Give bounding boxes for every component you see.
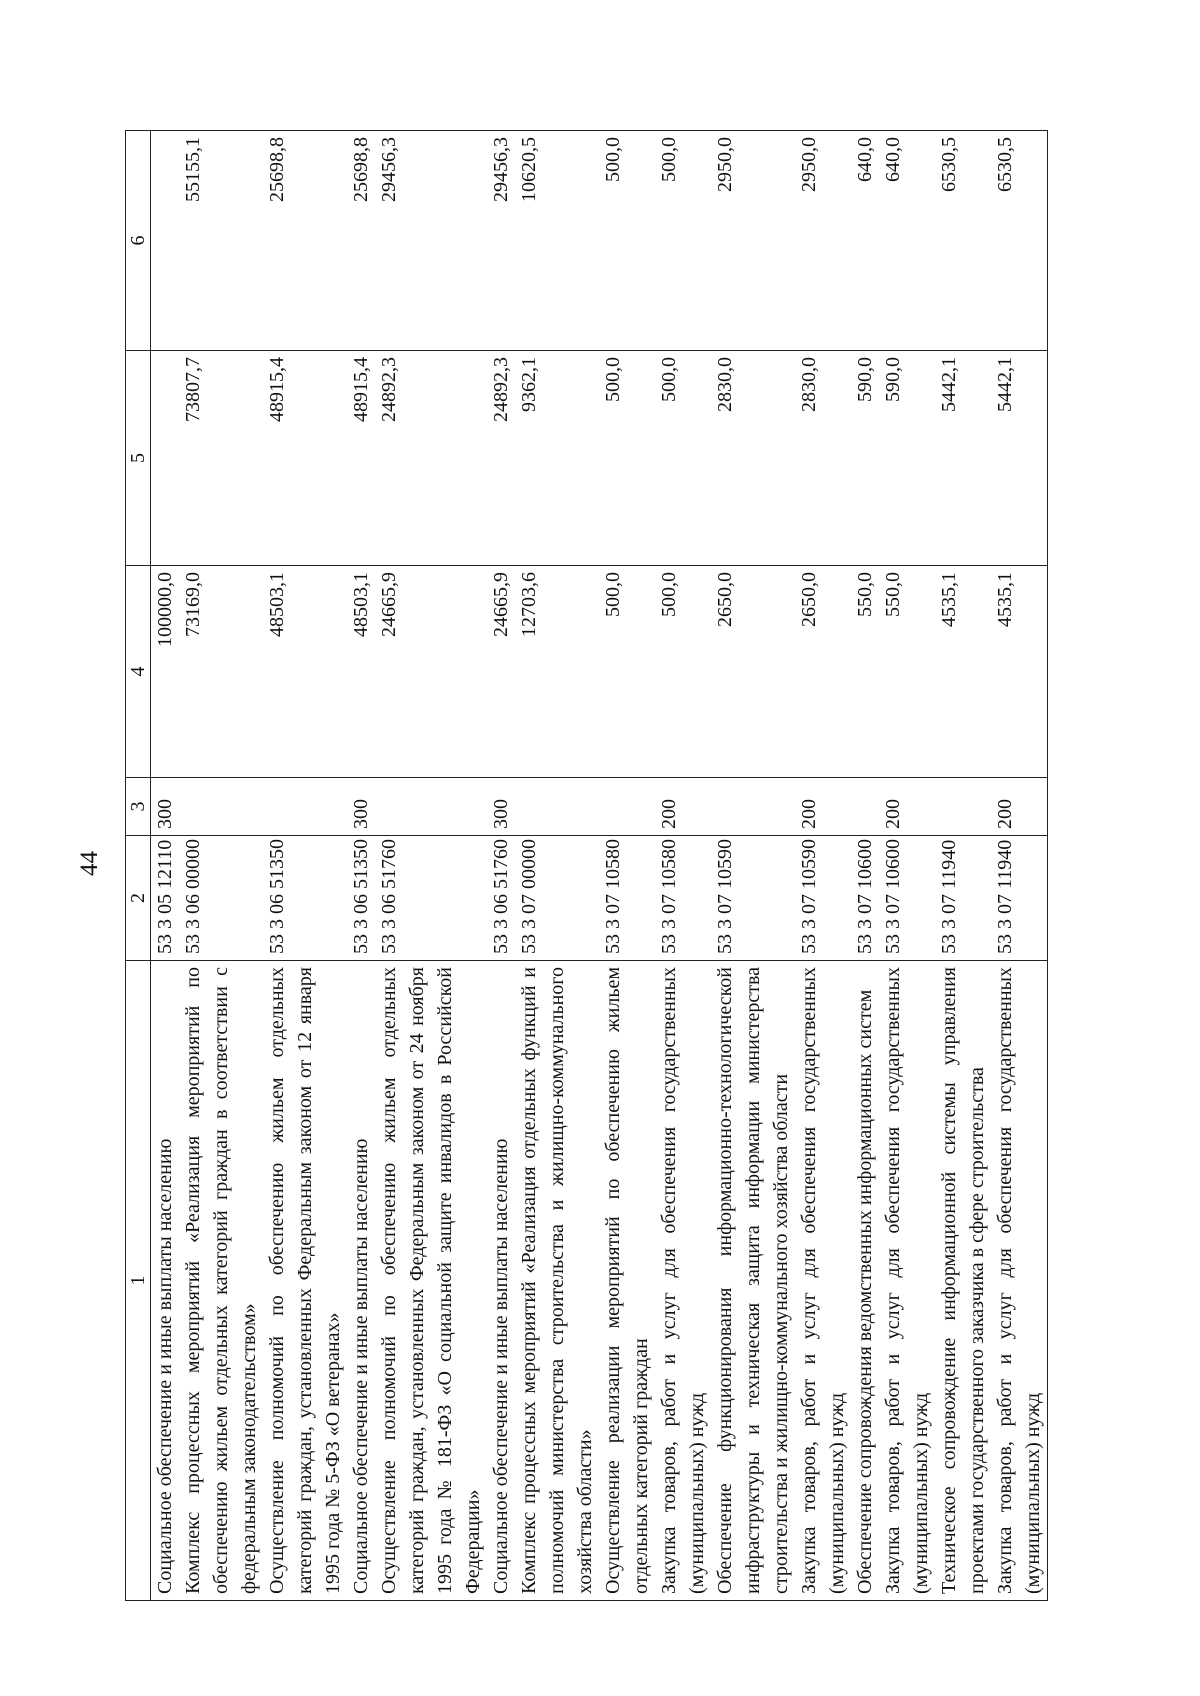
row-value-col6: 6530,5 (935, 131, 991, 351)
row-code-cell: 53 3 07 10600 (879, 836, 935, 961)
row-code-cell: 53 3 07 10580 (599, 836, 655, 961)
row-value-col5: 24892,3 (375, 351, 487, 566)
row-value-col6: 25698,8 (347, 131, 375, 351)
row-value-col4: 500,0 (599, 566, 655, 778)
table-row (263, 131, 347, 1601)
row-value-col4: 550,0 (879, 566, 935, 778)
row-type-cell: 200 (879, 778, 935, 836)
row-value-col5: 500,0 (655, 351, 711, 566)
row-value-col6: 640,0 (879, 131, 935, 351)
row-value-col4: 2650,0 (795, 566, 851, 778)
column-header: 3 (126, 778, 151, 836)
table-row (879, 131, 935, 1601)
table-row (515, 131, 599, 1601)
row-name-cell: Социальное обеспечение и иные выплаты населению (347, 961, 375, 1601)
row-type-cell (711, 778, 795, 836)
column-header: 2 (126, 836, 151, 961)
table-row (179, 131, 263, 1601)
row-type-cell: 300 (151, 778, 180, 836)
row-code-cell: 53 3 06 51760 (375, 836, 487, 961)
row-name-cell: Обеспечение сопровождения ведомственных информационных систем (851, 961, 879, 1601)
row-value-col5: 2830,0 (711, 351, 795, 566)
row-code-cell: 53 3 07 10600 (851, 836, 879, 961)
row-code-cell: 53 3 06 51350 (347, 836, 375, 961)
row-code-cell: 53 3 06 51760 (487, 836, 515, 961)
row-type-cell: 300 (487, 778, 515, 836)
table-body (151, 131, 1048, 1601)
row-type-cell (599, 778, 655, 836)
row-value-col5: 24892,3 (487, 351, 515, 566)
row-name-cell: Осуществление полномочий по обеспечению жильем отдельных категорий граждан, установленных Федеральным законом от 24 ноября 1995 года № 181-ФЗ «О социальной защите инвалидов в Российской Федерации» (375, 961, 487, 1601)
row-code-cell: 53 3 07 10590 (711, 836, 795, 961)
row-type-cell: 200 (795, 778, 851, 836)
row-name-cell: Комплекс процессных мероприятий «Реализация отдельных функций и полномочий министерства строительства и жилищно-коммунального хозяйства области» (515, 961, 599, 1601)
row-type-cell: 200 (655, 778, 711, 836)
column-header: 5 (126, 351, 151, 566)
table-row (375, 131, 487, 1601)
row-value-col5: 590,0 (879, 351, 935, 566)
row-type-cell (935, 778, 991, 836)
row-code-cell: 53 3 07 10580 (655, 836, 711, 961)
row-code-cell: 53 3 07 11940 (935, 836, 991, 961)
row-value-col6: 2950,0 (795, 131, 851, 351)
row-value-col6: 25698,8 (263, 131, 347, 351)
row-value-col5: 48915,4 (347, 351, 375, 566)
row-value-col6: 640,0 (851, 131, 879, 351)
row-value-col6: 500,0 (655, 131, 711, 351)
table-row (795, 131, 851, 1601)
row-name-cell: Социальное обеспечение и иные выплаты населению (151, 961, 180, 1601)
budget-table (125, 130, 1048, 1601)
column-header: 1 (126, 961, 151, 1601)
row-value-col5: 590,0 (851, 351, 879, 566)
table-row (991, 131, 1048, 1601)
row-value-col6: 55155,1 (179, 131, 263, 351)
row-value-col6: 10620,5 (515, 131, 599, 351)
row-code-cell: 53 3 07 11940 (991, 836, 1048, 961)
row-value-col5: 73807,7 (179, 351, 263, 566)
column-header: 4 (126, 566, 151, 778)
row-value-col6 (151, 131, 180, 351)
row-value-col6: 6530,5 (991, 131, 1048, 351)
row-type-cell (263, 778, 347, 836)
row-code-cell: 53 3 07 00000 (515, 836, 599, 961)
column-header: 6 (126, 131, 151, 351)
row-value-col4: 100000,0 (151, 566, 180, 778)
row-type-cell (515, 778, 599, 836)
row-value-col5: 48915,4 (263, 351, 347, 566)
row-value-col4: 48503,1 (347, 566, 375, 778)
row-value-col4: 4535,1 (991, 566, 1048, 778)
row-name-cell: Закупка товаров, работ и услуг для обеспечения государственных (муниципальных) нужд (795, 961, 851, 1601)
row-name-cell: Обеспечение функционирования информационно-технологической инфраструктуры и техническая защита информации министерства строительства и жилищно-коммунального хозяйства области (711, 961, 795, 1601)
row-value-col4: 550,0 (851, 566, 879, 778)
table-row (935, 131, 991, 1601)
row-name-cell: Осуществление реализации мероприятий по обеспечению жильем отдельных категорий граждан (599, 961, 655, 1601)
row-value-col5: 500,0 (599, 351, 655, 566)
row-name-cell: Закупка товаров, работ и услуг для обеспечения государственных (муниципальных) нужд (991, 961, 1048, 1601)
row-name-cell: Комплекс процессных мероприятий «Реализация мероприятий по обеспечению жильем отдельных категорий граждан в соответствии с федеральным законодательством» (179, 961, 263, 1601)
row-type-cell (851, 778, 879, 836)
row-name-cell: Техническое сопровождение информационной системы управления проектами государственного заказчика в сфере строительства (935, 961, 991, 1601)
row-value-col6: 500,0 (599, 131, 655, 351)
table-row (487, 131, 515, 1601)
table-row (711, 131, 795, 1601)
row-value-col6: 29456,3 (487, 131, 515, 351)
row-name-cell: Закупка товаров, работ и услуг для обеспечения государственных (муниципальных) нужд (879, 961, 935, 1601)
row-value-col5: 9362,1 (515, 351, 599, 566)
row-value-col4: 2650,0 (711, 566, 795, 778)
row-value-col4: 500,0 (655, 566, 711, 778)
table-row (347, 131, 375, 1601)
row-value-col5: 5442,1 (935, 351, 991, 566)
row-name-cell: Осуществление полномочий по обеспечению жильем отдельных категорий граждан, установленных Федеральным законом от 12 января 1995 года № 5-ФЗ «О ветеранах» (263, 961, 347, 1601)
row-code-cell: 53 3 05 12110 (151, 836, 180, 961)
row-value-col4: 73169,0 (179, 566, 263, 778)
row-value-col5 (151, 351, 180, 566)
row-code-cell: 53 3 07 10590 (795, 836, 851, 961)
row-value-col6: 2950,0 (711, 131, 795, 351)
row-type-cell (179, 778, 263, 836)
row-type-cell: 300 (347, 778, 375, 836)
table-row (851, 131, 879, 1601)
table-row (599, 131, 655, 1601)
row-value-col5: 5442,1 (991, 351, 1048, 566)
page-number: 44 (76, 851, 103, 876)
row-code-cell: 53 3 06 51350 (263, 836, 347, 961)
row-name-cell: Социальное обеспечение и иные выплаты населению (487, 961, 515, 1601)
row-code-cell: 53 3 06 00000 (179, 836, 263, 961)
row-value-col4: 24665,9 (375, 566, 487, 778)
table-row (655, 131, 711, 1601)
row-value-col6: 29456,3 (375, 131, 487, 351)
row-value-col4: 12703,6 (515, 566, 599, 778)
table-row (151, 131, 180, 1601)
row-value-col4: 48503,1 (263, 566, 347, 778)
row-type-cell (375, 778, 487, 836)
row-name-cell: Закупка товаров, работ и услуг для обеспечения государственных (муниципальных) нужд (655, 961, 711, 1601)
row-type-cell: 200 (991, 778, 1048, 836)
table-header (126, 131, 151, 1601)
row-value-col4: 24665,9 (487, 566, 515, 778)
row-value-col4: 4535,1 (935, 566, 991, 778)
row-value-col5: 2830,0 (795, 351, 851, 566)
